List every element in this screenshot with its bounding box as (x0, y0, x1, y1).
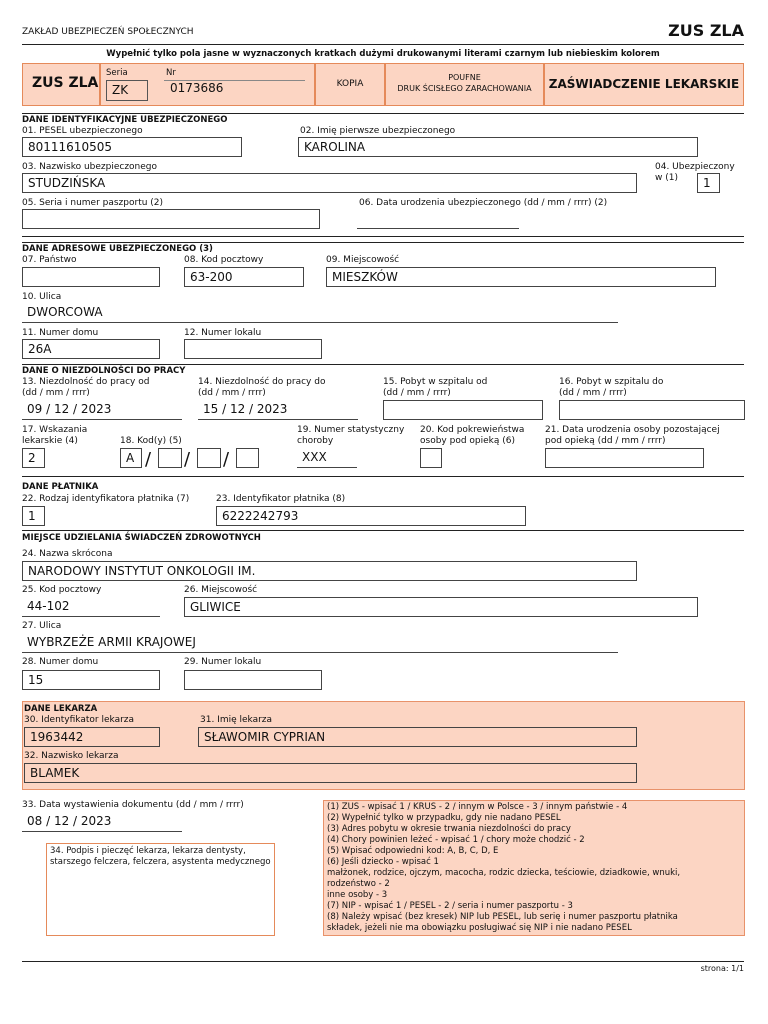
divider (22, 113, 744, 114)
facility-flat-label: 29. Numer lokalu (184, 657, 262, 667)
note-line: małżonek, rodzice, ojczym, macocha, rodzic dziecka, teściowie, dziadkowie, wnuki, (327, 868, 681, 878)
city-label: 09. Miejscowość (326, 255, 400, 265)
section-facility: MIEJSCE UDZIELANIA ŚWIADCZEŃ ZDROWOTNYCH (22, 533, 261, 543)
kopia-label: KOPIA (336, 79, 364, 89)
street-label: 10. Ulica (22, 292, 62, 302)
birth-date-label: 06. Data urodzenia ubezpieczonego (dd / mm / rrrr) (2) (359, 198, 608, 208)
note-line: (7) NIP - wpisać 1 / PESEL - 2 / seria i numer paszportu - 3 (327, 901, 573, 911)
section-insured: DANE IDENTYFIKACYJNE UBEZPIECZONEGO (22, 115, 228, 125)
care-birth-label-2: pod opieką (dd / mm / rrrr) (545, 436, 666, 446)
payer-id-type-field[interactable]: 1 (22, 506, 45, 526)
issue-date-field[interactable]: 08 / 12 / 2023 (22, 812, 182, 832)
incapacity-from-format: (dd / mm / rrrr) (22, 388, 90, 398)
code-field-1[interactable]: A (120, 448, 142, 468)
section-doctor: DANE LEKARZA (24, 704, 98, 714)
seria-label: Seria (106, 68, 128, 78)
nr-label: Nr (166, 68, 176, 78)
note-line: (5) Wpisać odpowiedni kod: A, B, C, D, E (327, 846, 499, 856)
code-separator: / (145, 449, 152, 470)
flat-number-label: 12. Numer lokalu (184, 328, 262, 338)
passport-label: 05. Seria i numer paszportu (2) (22, 198, 164, 208)
country-field[interactable] (22, 267, 160, 287)
note-line: (1) ZUS - wpisać 1 / KRUS - 2 / innym w Polsce - 3 / innym państwie - 4 (327, 802, 628, 812)
divider (22, 242, 744, 243)
doctor-id-label: 30. Identyfikator lekarza (24, 715, 135, 725)
indication-label-2: lekarskie (4) (22, 436, 78, 446)
facility-street-label: 27. Ulica (22, 621, 62, 631)
divider (22, 530, 744, 531)
hospital-from-format: (dd / mm / rrrr) (383, 388, 451, 398)
note-line: (3) Adres pobytu w okresie trwania niezdolności do pracy (327, 824, 571, 834)
hospital-to-label: 16. Pobyt w szpitalu do (559, 377, 664, 387)
house-number-field[interactable]: 26A (22, 339, 160, 359)
facility-city-field[interactable]: GLIWICE (184, 597, 698, 617)
code-field-3[interactable] (197, 448, 221, 468)
incapacity-from-field[interactable]: 09 / 12 / 2023 (22, 400, 182, 420)
hospital-from-label: 15. Pobyt w szpitalu od (383, 377, 488, 387)
pesel-label: 01. PESEL ubezpieczonego (22, 126, 143, 136)
note-line: (4) Chory powinien leżeć - wpisać 1 / chory może chodzić - 2 (327, 835, 585, 845)
poufne-label: POUFNE (448, 73, 481, 82)
institution-name: ZAKŁAD UBEZPIECZEŃ SPOŁECZNYCH (22, 27, 194, 37)
signature-label: 34. Podpis i pieczęć lekarza, lekarza dentysty, (50, 846, 246, 856)
incapacity-to-format: (dd / mm / rrrr) (198, 388, 266, 398)
note-line: składek, jeżeli nie ma obowiązku posługiwać się NIP i nie nadano PESEL (327, 923, 632, 933)
notes-panel (323, 800, 745, 936)
facility-postal-label: 25. Kod pocztowy (22, 585, 102, 595)
divider (22, 476, 744, 477)
passport-field[interactable] (22, 209, 320, 229)
house-number-label: 11. Numer domu (22, 328, 99, 338)
code-separator: / (184, 449, 191, 470)
note-line: (8) Należy wpisać (bez kresek) NIP lub PESEL, lub serię i numer paszportu płatnika (327, 912, 678, 922)
stat-number-label-2: choroby (297, 436, 334, 446)
signature-label-2: starszego felczera, felczera, asystenta medycznego (50, 857, 271, 867)
surname-label: 03. Nazwisko ubezpieczonego (22, 162, 158, 172)
note-line: rodzeństwo - 2 (327, 879, 390, 889)
issue-date-label: 33. Data wystawienia dokumentu (dd / mm / rrrr) (22, 800, 244, 810)
divider (22, 236, 744, 237)
insured-in-label: 04. Ubezpieczony (655, 162, 735, 172)
page-indicator: strona: 1/1 (700, 964, 744, 973)
facility-postal-field[interactable]: 44-102 (22, 597, 160, 617)
incapacity-from-label: 13. Niezdolność do pracy od (22, 377, 150, 387)
codes-label: 18. Kod(y) (5) (120, 436, 182, 446)
hospital-from-field[interactable] (383, 400, 543, 420)
doctor-first-name-field[interactable]: SŁAWOMIR CYPRIAN (198, 727, 637, 747)
facility-name-label: 24. Nazwa skrócona (22, 549, 113, 559)
stat-number-field[interactable]: XXX (297, 448, 357, 468)
divider (22, 364, 744, 365)
section-address: DANE ADRESOWE UBEZPIECZONEGO (3) (22, 244, 213, 254)
instruction-text: Wypełnić tylko pola jasne w wyznaczonych kratkach dużymi drukowanymi literami czarnym lub niebieskim kolorem (106, 49, 660, 59)
facility-flat-field[interactable] (184, 670, 322, 690)
payer-id-label: 23. Identyfikator płatnika (8) (216, 494, 346, 504)
surname-field[interactable]: STUDZIŃSKA (22, 173, 637, 193)
doctor-id-field[interactable]: 1963442 (24, 727, 160, 747)
code-separator: / (223, 449, 230, 470)
note-line: (6) Jeśli dziecko - wpisać 1 (327, 857, 439, 867)
birth-date-field[interactable] (357, 209, 519, 229)
care-birth-field[interactable] (545, 448, 704, 468)
kinship-code-label-2: osoby pod opieką (6) (420, 436, 515, 446)
country-label: 07. Państwo (22, 255, 77, 265)
first-name-label: 02. Imię pierwsze ubezpieczonego (300, 126, 456, 136)
incapacity-to-field[interactable]: 15 / 12 / 2023 (198, 400, 358, 420)
insured-in-label-2: w (1) (655, 173, 678, 183)
doctor-surname-label: 32. Nazwisko lekarza (24, 751, 119, 761)
flat-number-field[interactable] (184, 339, 322, 359)
payer-id-field[interactable]: 6222242793 (216, 506, 526, 526)
facility-house-label: 28. Numer domu (22, 657, 99, 667)
section-payer: DANE PŁATNIKA (22, 482, 99, 492)
stat-number-label: 19. Numer statystyczny (297, 425, 405, 435)
first-name-field[interactable]: KAROLINA (298, 137, 698, 157)
seria-field[interactable]: ZK (106, 80, 148, 101)
nr-value: 0173686 (170, 81, 224, 95)
note-line: (2) Wypełnić tylko w przypadku, gdy nie nadano PESEL (327, 813, 561, 823)
street-field[interactable]: DWORCOWA (22, 303, 618, 323)
code-field-2[interactable] (158, 448, 182, 468)
doctor-first-name-label: 31. Imię lekarza (200, 715, 273, 725)
care-birth-label: 21. Data urodzenia osoby pozostającej (545, 425, 720, 435)
note-line: inne osoby - 3 (327, 890, 388, 900)
facility-city-label: 26. Miejscowość (184, 585, 258, 595)
facility-name-field[interactable]: NARODOWY INSTYTUT ONKOLOGII IM. (22, 561, 637, 581)
facility-house-field[interactable]: 15 (22, 670, 160, 690)
incapacity-to-label: 14. Niezdolność do pracy do (198, 377, 326, 387)
facility-street-field[interactable]: WYBRZEŻE ARMII KRAJOWEJ (22, 633, 618, 653)
form-code: ZUS ZLA (668, 21, 744, 40)
document-title: ZAŚWIADCZENIE LEKARSKIE (548, 77, 740, 91)
insured-in-field[interactable]: 1 (697, 173, 720, 193)
postal-code-field[interactable]: 63-200 (184, 267, 304, 287)
kinship-code-label: 20. Kod pokrewieństwa (420, 425, 525, 435)
header-form-code: ZUS ZLA (32, 75, 99, 91)
kinship-code-field[interactable] (420, 448, 442, 468)
city-field[interactable]: MIESZKÓW (326, 267, 716, 287)
code-field-4[interactable] (236, 448, 259, 468)
strict-print-label: DRUK ŚCISŁEGO ZARACHOWANIA (397, 84, 532, 93)
indication-label: 17. Wskazania (22, 425, 88, 435)
footer-rule (22, 961, 744, 962)
hospital-to-field[interactable] (559, 400, 745, 420)
indication-field[interactable]: 2 (22, 448, 45, 468)
doctor-surname-field[interactable]: BLAMEK (24, 763, 637, 783)
section-incapacity: DANE O NIEZDOLNOŚCI DO PRACY (22, 366, 186, 376)
pesel-field[interactable]: 80111610505 (22, 137, 242, 157)
hospital-to-format: (dd / mm / rrrr) (559, 388, 627, 398)
postal-code-label: 08. Kod pocztowy (184, 255, 264, 265)
payer-id-type-label: 22. Rodzaj identyfikatora płatnika (7) (22, 494, 190, 504)
